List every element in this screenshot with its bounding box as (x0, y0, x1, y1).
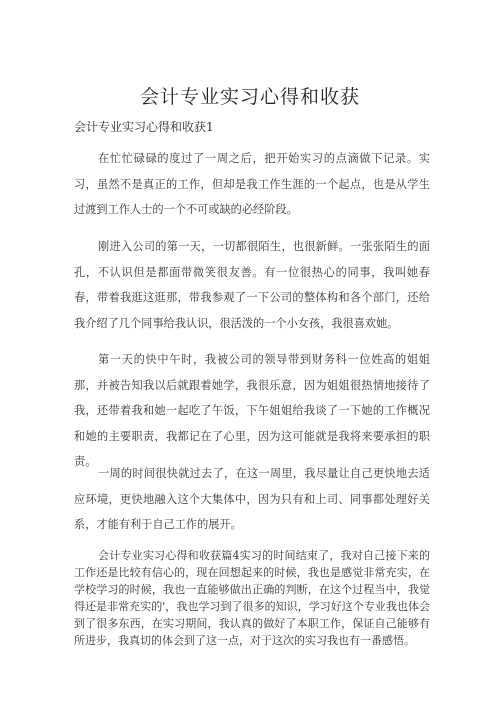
document-title: 会计专业实习心得和收获 (139, 86, 360, 108)
paragraph-2: 刚进入公司的第一天，一切都很陌生，也很新鲜。一张张陌生的面孔，不认识但是都面带微笑很友善。有一位很热心的同事，我叫她春春，带着我逛这逛那，带我参观了一下公司的整体构和各个部门，还给我介绍了几个同事给我认识，很活泼的一个小女孩，我很喜欢她。 (74, 240, 430, 330)
paragraph-4: 一周的时间很快就过去了，在这一周里，我尽量让自己更快地去适应环境，更快地融入这个大集体中，因为只有和上司、同事都处理好关系，才能有利于自己工作的展开。 (74, 467, 430, 531)
document-subtitle: 会计专业实习心得和收获1 (74, 120, 214, 134)
paragraph-1: 在忙忙碌碌的度过了一周之后，把开始实习的点滴做下记录。实习，虽然不是真正的工作，但却是我工作生涯的一个起点，也是从学生过渡到工作人士的一个不可或缺的必经阶段。 (74, 152, 430, 216)
paragraph-5: 会计专业实习心得和收获篇4实习的时间结束了，我对自己接下来的工作还是比较有信心的，现在回想起来的时候，我也是感觉非常充实，在学校学习的时候，我也一直能够做出正确的判断，在这个过程当中，我觉得还是非常充实的'，我也学习到了很多的知识，学习好这个专业我也体会到了很多东西，在实习期间，我认真的做好了本职工作，保证自己能够有所进步，我真切的体会到了这一点，对于这次的实习我也有一番感悟。 (74, 549, 430, 647)
paragraph-3: 第一天的快中午时，我被公司的领导带到财务科一位姓高的姐姐那，并被告知我以后就跟着她学，我很乐意，因为姐姐很热情地接待了我，还带着我和她一起吃了午饭，下午姐姐给我谈了一下她的工作概况和她的主要职责，我都记在了心里，因为这可能就是我将来要承担的职责。 (74, 353, 430, 468)
